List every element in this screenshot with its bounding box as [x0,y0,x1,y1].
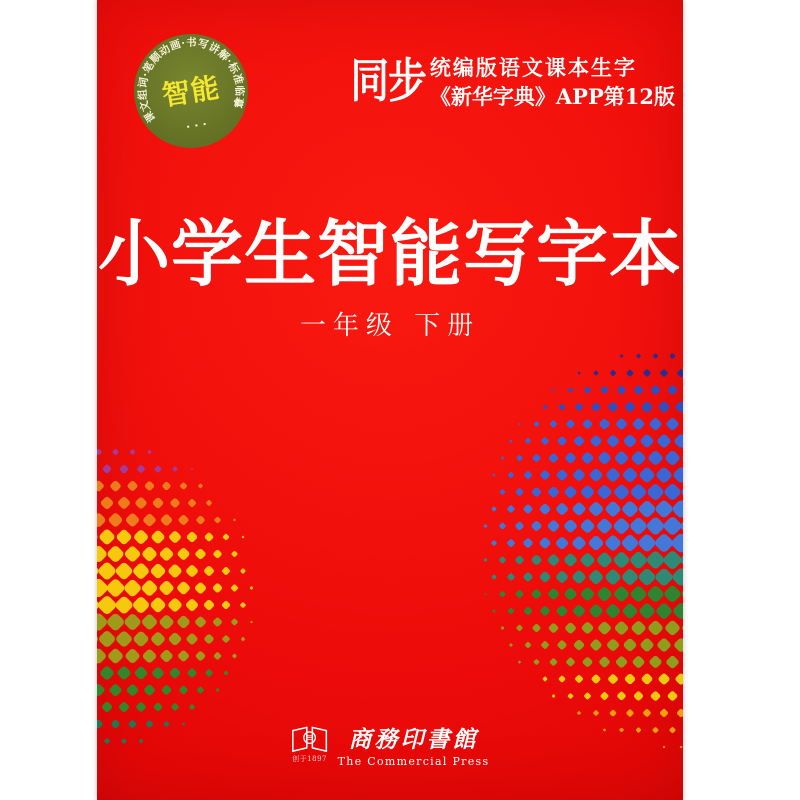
left-halftone [97,448,254,744]
badge-ring-text: 课文组词·笔顺动画·书写讲解·标准临摹 [136,36,246,125]
right-halftone [483,353,683,749]
grade-subtitle: 一年级 下册 [299,311,481,341]
founded-year: 创于1897 [292,754,327,763]
sync-label: 同步 [350,54,426,109]
sync-line2: 《新华字典》APP第12版 [429,84,675,109]
open-book-logo-icon [291,726,329,753]
sync-sublines [430,54,675,111]
publisher-mark [291,726,329,764]
publisher-names [338,721,490,768]
publisher-name-en: The Commercial Press [337,755,490,768]
publisher-name-cn: 商務印書館 [348,726,479,753]
publisher-block [291,721,490,768]
book-title: 小学生智能写字本 [97,211,682,296]
book-cover [97,0,683,800]
sync-header [334,54,675,111]
sync-line1: 统编版语文课本生字 [429,55,637,80]
badge-dots: · · · [185,117,208,135]
smart-badge [114,14,267,167]
badge-center-text: 智能 [159,70,223,113]
